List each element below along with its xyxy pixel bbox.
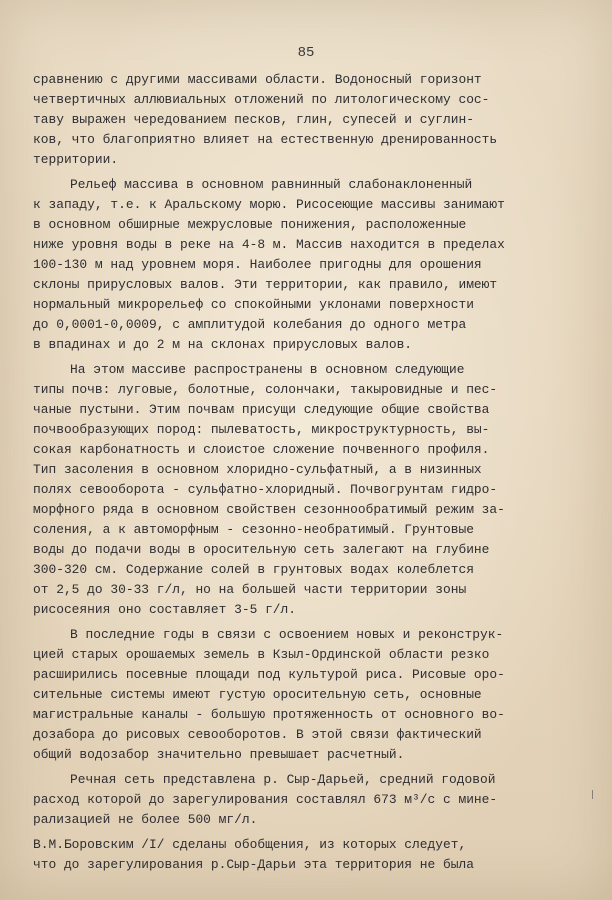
text-line: воды до подачи воды в оросительную сеть залегают на глубине bbox=[33, 542, 490, 557]
text-line: На этом массиве распространены в основном следующие bbox=[70, 362, 465, 377]
text-line: полях севооборота - сульфатно-хлоридный. Почвогрунтам гидро- bbox=[33, 482, 498, 497]
text-line: морфного ряда в основном свойствен сезоннообратимый режим за- bbox=[33, 502, 505, 517]
text-line: ниже уровня воды в реке на 4-8 м. Массив находится в пределах bbox=[33, 237, 505, 252]
text-line: В.М.Боровским /I/ сделаны обобщения, из которых следует, bbox=[33, 837, 467, 852]
text-line: четвертичных аллювиальных отложений по литологическому сос- bbox=[33, 92, 490, 107]
text-line: в впадинах и до 2 м на склонах прирусловых валов. bbox=[33, 337, 413, 352]
text-line: расход которой до зарегулирования составлял 673 м³/с с мине- bbox=[33, 792, 498, 807]
text-line: сравнению с другими массивами области. Водоносный горизонт bbox=[33, 72, 482, 87]
text-line: Речная сеть представлена р. Сыр-Дарьей, средний годовой bbox=[70, 772, 496, 787]
text-line: цией старых орошаемых земель в Кзыл-Ординской области резко bbox=[33, 647, 490, 662]
text-line: соления, а к автоморфным - сезонно-необратимый. Грунтовые bbox=[33, 522, 474, 537]
text-line: дозабора до рисовых севооборотов. В этой связи фактический bbox=[33, 727, 482, 742]
text-line: расширились посевные площади под культурой риса. Рисовые оро- bbox=[33, 667, 505, 682]
text-line: склоны прирусловых валов. Эти территории, как правило, имеют bbox=[33, 277, 498, 292]
text-line: ков, что благоприятно влияет на естественную дренированность bbox=[33, 132, 498, 147]
margin-mark bbox=[592, 790, 593, 799]
text-line: нормальный микрорельеф со спокойными уклонами поверхности bbox=[33, 297, 474, 312]
text-line: чаные пустыни. Этим почвам присущи следующие общие свойства bbox=[33, 402, 490, 417]
text-line: Тип засоления в основном хлоридно-сульфатный, а в низинных bbox=[33, 462, 482, 477]
text-line: почвообразующих пород: пылеватость, микроструктурность, вы- bbox=[33, 422, 490, 437]
text-line: сительные системы имеют густую оросительную сеть, основные bbox=[33, 687, 482, 702]
text-line: 300-320 см. Содержание солей в грунтовых водах колеблется bbox=[33, 562, 474, 577]
text-line: типы почв: луговые, болотные, солончаки, такыровидные и пес- bbox=[33, 382, 498, 397]
text-line: В последние годы в связи с освоением новых и реконструк- bbox=[70, 627, 504, 642]
text-line: к западу, т.е. к Аральскому морю. Рисосеющие массивы занимают bbox=[33, 197, 505, 212]
text-line: рализацией не более 500 мг/л. bbox=[33, 812, 258, 827]
text-line: территории. bbox=[33, 152, 119, 167]
text-line: рисосеяния оно составляет 3-5 г/л. bbox=[33, 602, 297, 617]
text-line: магистральные каналы - большую протяженность от основного во- bbox=[33, 707, 505, 722]
text-line: что до зарегулирования р.Сыр-Дарьи эта территория не была bbox=[33, 857, 474, 872]
text-line: общий водозабор значительно превышает расчетный. bbox=[33, 747, 405, 762]
text-line: 100-130 м над уровнем моря. Наиболее пригодны для орошения bbox=[33, 257, 482, 272]
text-line: сокая карбонатность и слоистое сложение почвенного профиля. bbox=[33, 442, 490, 457]
text-line: до 0,0001-0,0009, с амплитудой колебания до одного метра bbox=[33, 317, 467, 332]
text-line: от 2,5 до 30-33 г/л, но на большей части территории зоны bbox=[33, 582, 467, 597]
page-number: 85 bbox=[297, 45, 315, 61]
text-line: Рельеф массива в основном равнинный слабонаклоненный bbox=[70, 177, 473, 192]
text-line: таву выражен чередованием песков, глин, супесей и суглин- bbox=[33, 112, 474, 127]
text-line: в основном обширные межрусловые понижения, расположенные bbox=[33, 217, 467, 232]
